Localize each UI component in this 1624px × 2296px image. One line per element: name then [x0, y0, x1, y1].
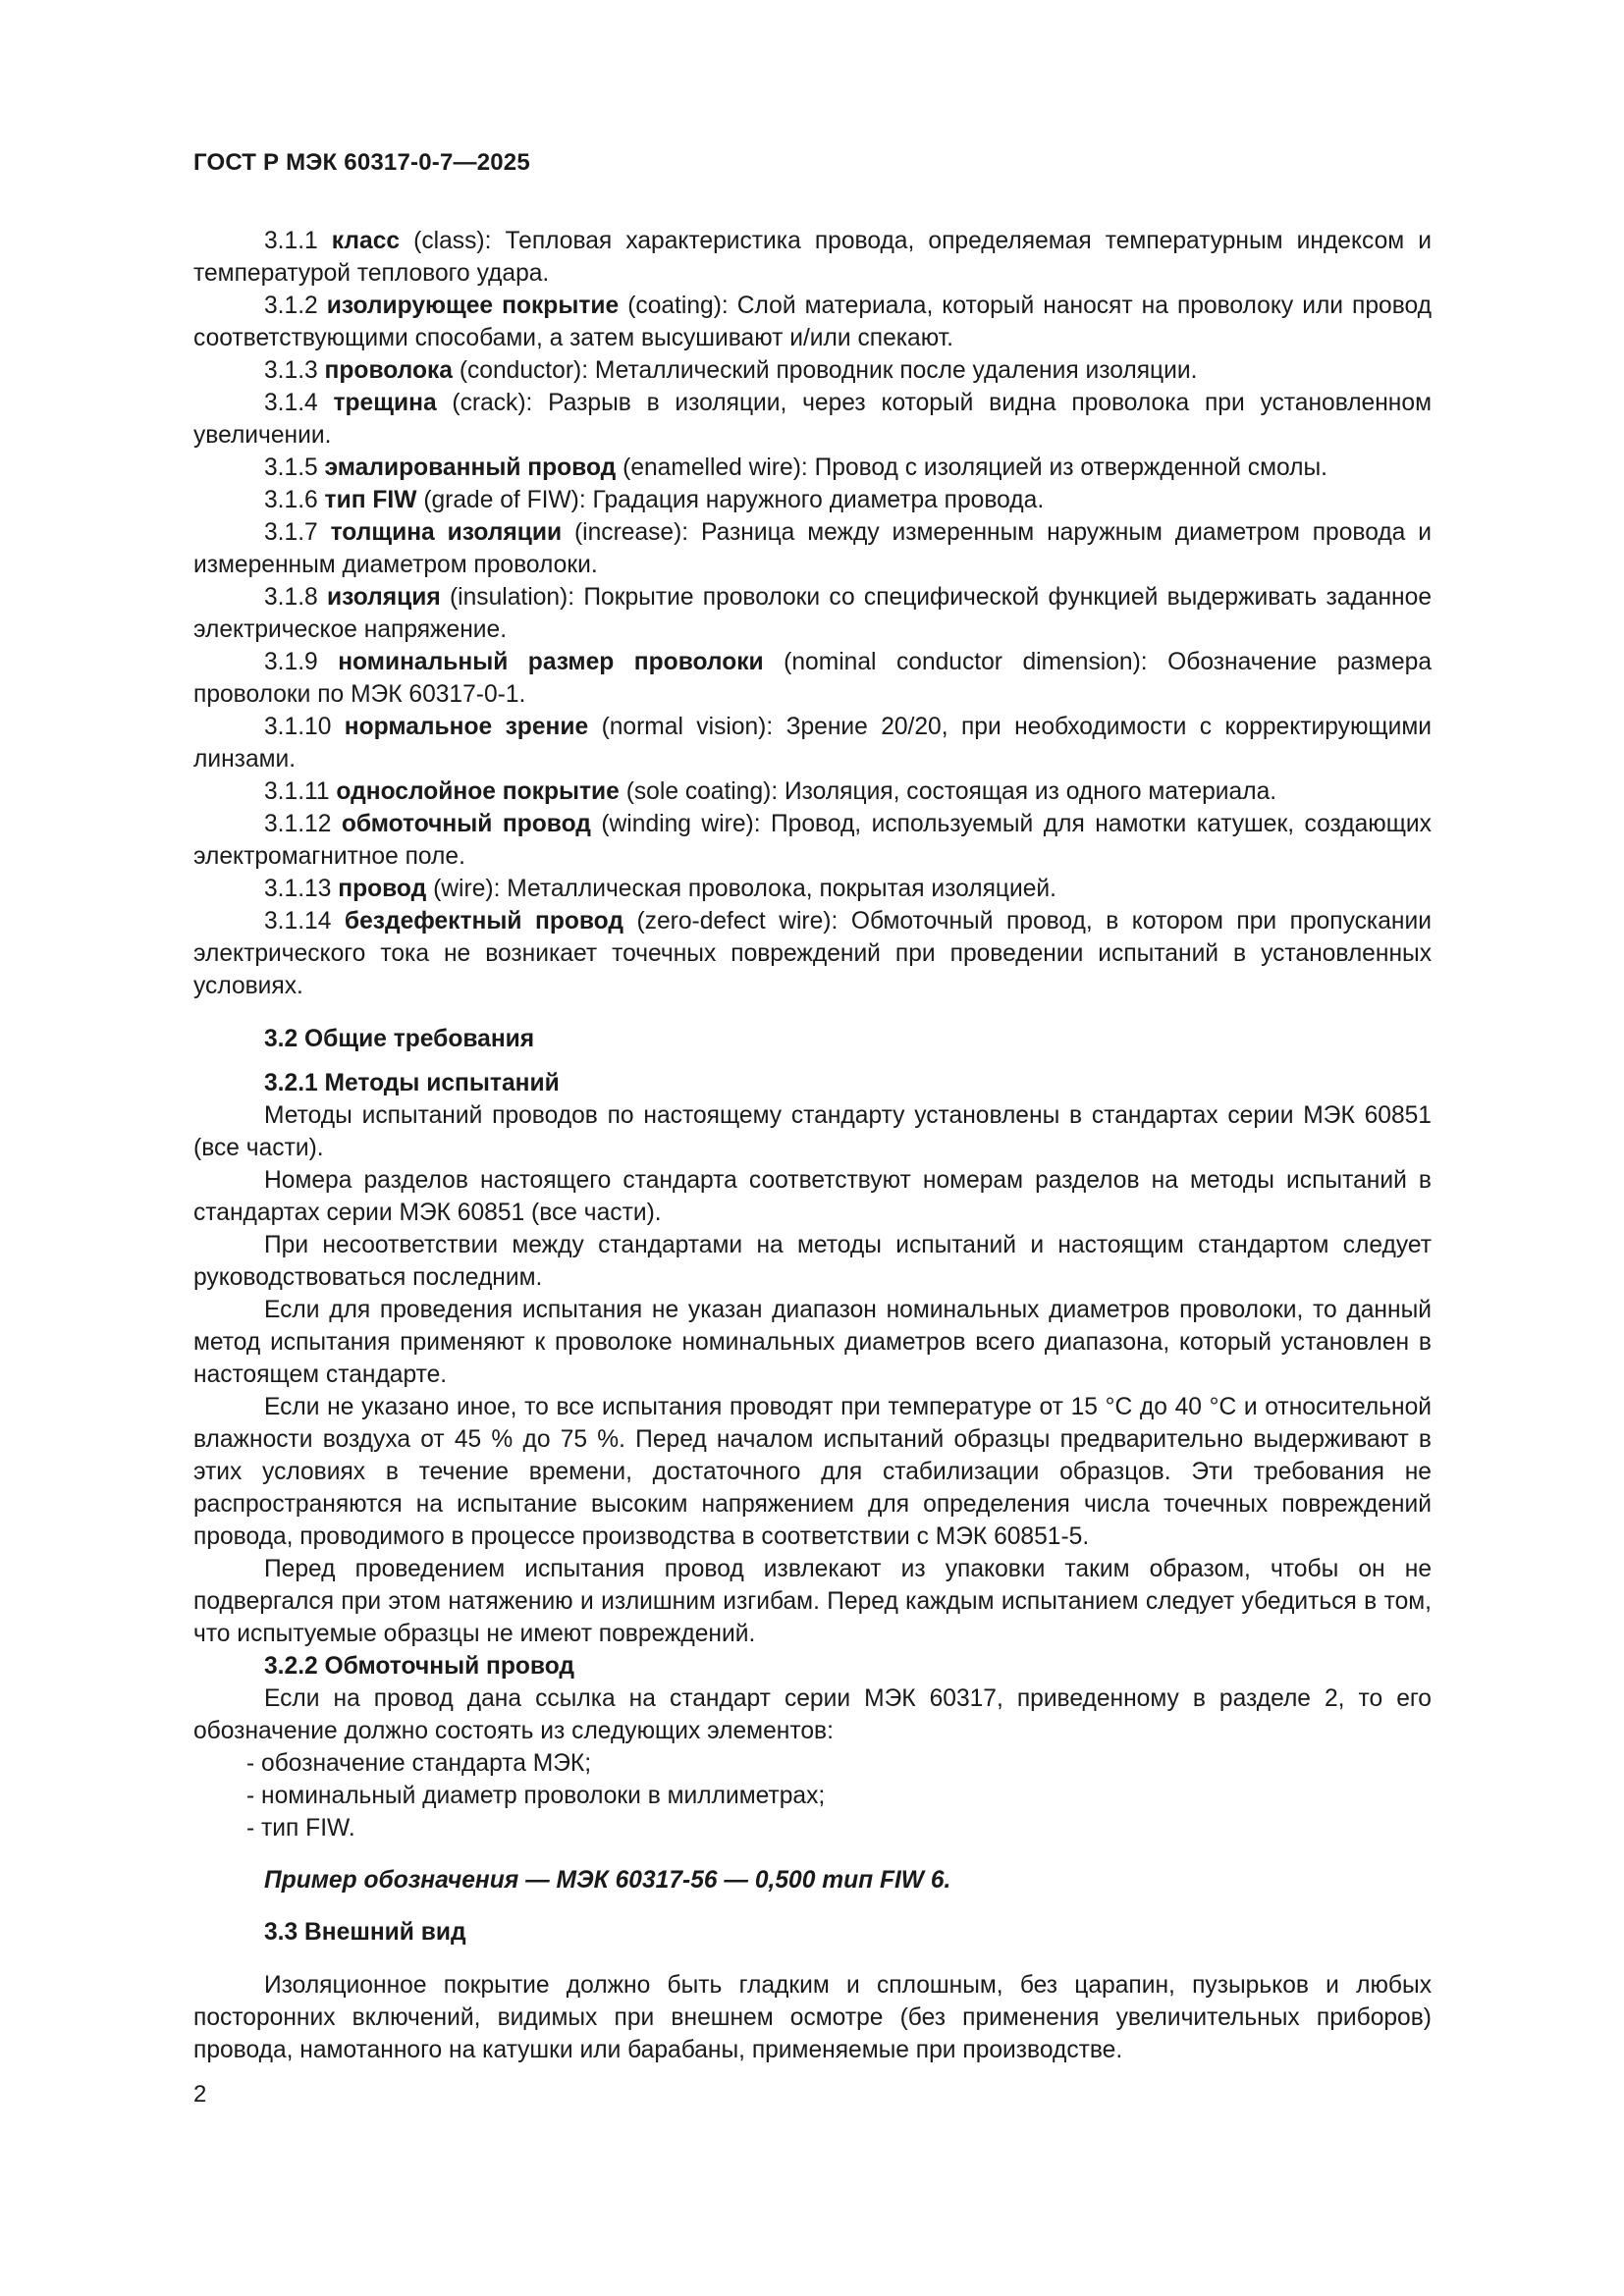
- definition-text: Зрение 20/20, при необходимости с корректирующими линзами.: [193, 714, 1433, 773]
- subsection-heading-3-2-1: 3.2.1 Методы испытаний: [264, 1070, 560, 1096]
- definition-english: (conductor):: [459, 357, 589, 384]
- definition-3-1-8: [193, 581, 1432, 646]
- definition-3-1-13: [193, 873, 1432, 905]
- definition-number: 3.1.2: [264, 293, 318, 319]
- definition-number: 3.1.8: [264, 584, 318, 611]
- definition-number: 3.1.10: [264, 714, 332, 740]
- definition-text: Обмоточный провод, в котором при пропускании электрического тока не возникает точечных повреждений при проведении испытаний в установленных условиях.: [193, 908, 1432, 999]
- paragraph: Если для проведения испытания не указан диапазон номинальных диаметров проволоки, то данный метод испытания применяют к проволоке номинальных диаметров всего диапазона, который установлен в настоящем стандарте.: [193, 1297, 1432, 1388]
- definition-english: (coating):: [627, 293, 729, 319]
- definition-number: 3.1.14: [264, 908, 332, 934]
- definition-term: трещина: [333, 390, 437, 416]
- document-header: ГОСТ Р МЭК 60317-0-7—2025: [193, 149, 530, 176]
- definition-text: Разрыв в изоляции, через который видна проволока при установленном увеличении.: [193, 390, 1432, 449]
- definition-text: Разница между измеренным наружным диаметром провода и измеренным диаметром проволоки.: [193, 519, 1432, 578]
- definition-term: нормальное зрение: [344, 714, 589, 740]
- definitions-list: [193, 225, 1432, 1002]
- definition-english: (crack):: [452, 390, 533, 416]
- definition-number: 3.1.11: [264, 778, 330, 805]
- definition-3-1-12: [193, 808, 1432, 873]
- definition-term: эмалированный провод: [324, 454, 617, 481]
- designation-example: Пример обозначения — МЭК 60317-56 — 0,500 тип FIW 6.: [264, 1867, 951, 1894]
- paragraph: Методы испытаний проводов по настоящему стандарту установлены в стандартах серии МЭК 60851 (все части).: [193, 1102, 1432, 1161]
- paragraph: Изоляционное покрытие должно быть гладким и сплошным, без царапин, пузырьков и любых посторонних включений, видимых при внешнем осмотре (без применения увеличительных приборов) провода, намотанного на катушки или барабаны, применяемые при производстве.: [193, 1972, 1432, 2063]
- document-body: [193, 225, 1432, 2066]
- section-heading-3-2: 3.2 Общие требования: [264, 1026, 535, 1052]
- definition-3-1-2: [193, 290, 1432, 354]
- definition-text: Провод с изоляцией из отвержденной смолы.: [814, 454, 1327, 481]
- definition-number: 3.1.13: [264, 876, 332, 902]
- definition-number: 3.1.5: [264, 454, 318, 481]
- subsection-heading-3-2-2: 3.2.2 Обмоточный провод: [264, 1653, 575, 1680]
- definition-english: (nominal conductor dimension):: [784, 649, 1148, 675]
- definition-term: однослойное покрытие: [336, 778, 620, 805]
- definition-3-1-10: [193, 711, 1432, 775]
- definition-number: 3.1.4: [264, 390, 318, 416]
- definition-english: (grade of FIW):: [423, 487, 586, 513]
- definition-3-1-7: [193, 516, 1432, 581]
- definition-3-1-5: [193, 452, 1432, 484]
- definition-english: (class):: [413, 228, 492, 254]
- definition-3-1-11: [193, 775, 1432, 808]
- definition-term: провод: [338, 876, 427, 902]
- definition-english: (normal vision):: [601, 714, 774, 740]
- definition-term: номинальный размер проволоки: [338, 649, 764, 675]
- definition-number: 3.1.12: [264, 811, 332, 837]
- section-heading-3-3: 3.3 Внешний вид: [264, 1919, 466, 1946]
- page-number: 2: [193, 2081, 207, 2108]
- definition-english: (insulation):: [449, 584, 575, 611]
- definition-term: изоляция: [326, 584, 441, 611]
- paragraph: Перед проведением испытания провод извлекают из упаковки таким образом, чтобы он не подвергался при этом натяжению и излишним изгибам. Перед каждым испытанием следует убедиться в том, что испытуемые образцы не имеют повреждений.: [193, 1556, 1432, 1647]
- definition-text: Изоляция, состоящая из одного материала.: [785, 778, 1277, 805]
- definition-text: Покрытие проволоки со специфической функцией выдерживать заданное электрическое напряжение.: [193, 584, 1432, 643]
- definition-term: изолирующее покрытие: [326, 293, 620, 319]
- paragraph: Если не указано иное, то все испытания проводят при температуре от 15 °С до 40 °С и относительной влажности воздуха от 45 % до 75 %. Перед началом испытаний образцы предварительно выдерживают в этих условиях в течение времени, достаточного для стабилизации образцов. Эти требования не распространяются на испытание высоким напряжением для определения числа точечных повреждений провода, проводимого в процессе производства в соответствии с МЭК 60851-5.: [193, 1394, 1432, 1550]
- definition-text: Градация наружного диаметра провода.: [592, 487, 1045, 513]
- definition-term: проволока: [324, 357, 453, 384]
- definition-number: 3.1.3: [264, 357, 318, 384]
- definition-text: Металлическая проволока, покрытая изоляцией.: [507, 876, 1056, 902]
- definition-english: (increase):: [573, 519, 689, 546]
- definition-number: 3.1.9: [264, 649, 318, 675]
- definition-english: (zero-defect wire):: [636, 908, 839, 934]
- definition-term: толщина изоляции: [330, 519, 563, 546]
- paragraph: При несоответствии между стандартами на методы испытаний и настоящим стандартом следует руководствоваться последним.: [193, 1232, 1432, 1291]
- list-item: - номинальный диаметр проволоки в миллиметрах;: [246, 1783, 826, 1809]
- definition-term: тип FIW: [324, 487, 417, 513]
- definition-text: Металлический проводник после удаления изоляции.: [594, 357, 1198, 384]
- definition-english: (sole coating):: [625, 778, 779, 805]
- definition-text: Провод, используемый для намотки катушек, создающих электромагнитное поле.: [193, 811, 1432, 870]
- definition-text: Обозначение размера проволоки по МЭК 60317-0-1.: [193, 649, 1432, 708]
- definition-term: бездефектный провод: [344, 908, 623, 934]
- definition-3-1-3: [193, 354, 1432, 387]
- definition-3-1-14: [193, 905, 1432, 1002]
- definition-english: (winding wire):: [601, 811, 761, 837]
- list-item: - обозначение стандарта МЭК;: [246, 1750, 592, 1777]
- definition-text: Тепловая характеристика провода, определяемая температурным индексом и температурой теплового удара.: [193, 228, 1432, 287]
- list-item: - тип FIW.: [246, 1815, 355, 1842]
- definition-3-1-4: [193, 387, 1432, 452]
- paragraph: Если на провод дана ссылка на стандарт серии МЭК 60317, приведенному в разделе 2, то его обозначение должно состоять из следующих элементов:: [193, 1685, 1432, 1744]
- definition-text: Слой материала, который наносят на проволоку или провод соответствующими способами, а затем высушивают и/или спекают.: [193, 293, 1432, 351]
- definition-term: класс: [331, 228, 401, 254]
- definition-english: (enamelled wire):: [623, 454, 808, 481]
- definition-3-1-1: [193, 225, 1432, 290]
- definition-3-1-9: [193, 646, 1432, 711]
- definition-number: 3.1.7: [264, 519, 318, 546]
- definition-3-1-6: [193, 484, 1432, 516]
- designation-elements-list: [193, 1747, 1432, 1844]
- definition-number: 3.1.1: [264, 228, 318, 254]
- definition-english: (wire):: [433, 876, 501, 902]
- definition-term: обмоточный провод: [341, 811, 591, 837]
- paragraph: Номера разделов настоящего стандарта соответствуют номерам разделов на методы испытаний в стандартах серии МЭК 60851 (все части).: [193, 1167, 1432, 1226]
- definition-number: 3.1.6: [264, 487, 318, 513]
